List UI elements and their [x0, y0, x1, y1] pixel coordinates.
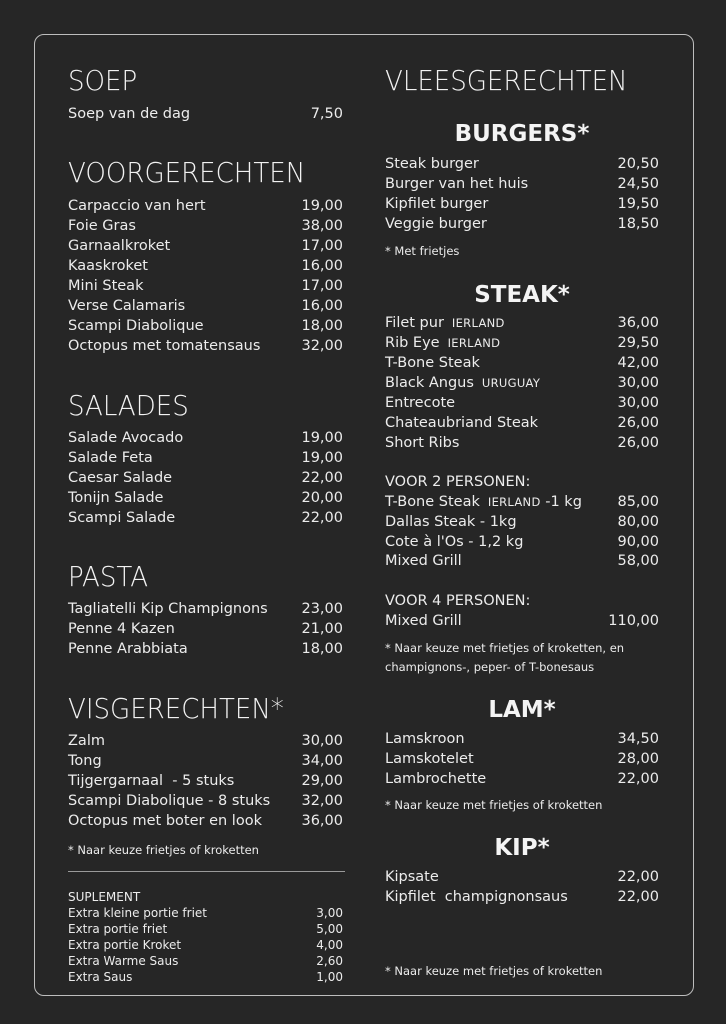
section-heading-pasta: PASTA	[68, 560, 149, 593]
item-price: 34,00	[301, 753, 343, 769]
item-price: 26,00	[617, 415, 659, 431]
item-name: Lamskotelet	[385, 751, 474, 767]
item-price: 36,00	[617, 315, 659, 331]
item-name: Veggie burger	[385, 216, 487, 232]
item-price: 28,00	[617, 751, 659, 767]
menu-item	[385, 313, 659, 333]
item-name: Foie Gras	[68, 218, 136, 234]
menu-item	[68, 296, 343, 316]
menu-item	[68, 751, 343, 771]
menu-item	[68, 448, 343, 468]
item-name: Filet pur	[385, 315, 444, 331]
item-price: 30,00	[301, 733, 343, 749]
menu-item	[68, 731, 343, 751]
item-name: Mixed Grill	[385, 553, 462, 569]
menu-item	[68, 811, 343, 831]
group-label: VOOR 2 PERSONEN:	[385, 474, 531, 490]
item-name: Burger van het huis	[385, 176, 529, 192]
item-name: Salade Avocado	[68, 430, 184, 446]
item-name: Kaaskroket	[68, 258, 148, 274]
item-name: Scampi Diabolique - 8 stuks	[68, 793, 271, 809]
section-heading-salades: SALADES	[68, 389, 189, 422]
item-name: Scampi Salade	[68, 510, 176, 526]
item-name: T-Bone Steak	[385, 355, 480, 371]
item-name: Carpaccio van hert	[68, 198, 206, 214]
menu-item	[385, 154, 659, 174]
menu-item	[68, 488, 343, 508]
menu-item	[385, 749, 659, 769]
item-origin: URUGUAY	[481, 376, 541, 390]
item-price: 32,00	[301, 338, 343, 354]
item-price: 110,00	[608, 613, 659, 629]
item-name: Mini Steak	[68, 278, 144, 294]
item-price: 7,50	[310, 106, 343, 122]
item-price: 29,00	[301, 773, 343, 789]
menu-item	[68, 256, 343, 276]
item-name: Chateaubriand Steak	[385, 415, 539, 431]
subsection-heading-burgers: BURGERS*	[454, 121, 590, 147]
item-price: 90,00	[617, 534, 659, 550]
section-heading-voorgerechten: VOORGERECHTEN	[68, 156, 306, 189]
menu-item	[385, 512, 659, 532]
item-origin: IERLAND	[447, 336, 501, 350]
item-name: Penne 4 Kazen	[68, 621, 175, 637]
item-price: 17,00	[301, 278, 343, 294]
menu-item	[68, 336, 343, 356]
item-price: 18,00	[301, 318, 343, 334]
item-suffix: -1 kg	[545, 494, 582, 510]
item-price: 22,00	[301, 510, 343, 526]
item-price: 18,00	[301, 641, 343, 657]
item-name: Mixed Grill	[385, 613, 462, 629]
item-price: 22,00	[301, 470, 343, 486]
item-name: Dallas Steak - 1kg	[385, 514, 517, 530]
section-divider	[68, 871, 345, 872]
menu-item	[68, 619, 343, 639]
item-price: 80,00	[617, 514, 659, 530]
section-heading-vleesgerechten: VLEESGERECHTEN	[385, 64, 628, 97]
menu-item	[68, 316, 343, 336]
item-origin: IERLAND	[487, 495, 541, 509]
voor-4-personen-label	[385, 591, 659, 611]
section-heading-soep: SOEP	[68, 64, 138, 97]
menu-item	[385, 393, 659, 413]
menu-item	[385, 769, 659, 789]
item-price: 19,50	[617, 196, 659, 212]
suplement-item	[68, 905, 343, 921]
item-name: Rib Eye	[385, 335, 440, 351]
item-name: Tong	[68, 753, 102, 769]
section-heading-visgerechten: VISGERECHTEN*	[68, 692, 284, 725]
item-name: Kipsate	[385, 869, 439, 885]
menu-item	[385, 413, 659, 433]
menu-item	[68, 508, 343, 528]
item-price: 17,00	[301, 238, 343, 254]
menu-item	[385, 333, 659, 353]
menu-item	[68, 791, 343, 811]
item-price: 20,00	[301, 490, 343, 506]
item-name: Penne Arabbiata	[68, 641, 188, 657]
menu-item	[385, 214, 659, 234]
item-price: 32,00	[301, 793, 343, 809]
menu-item	[385, 353, 659, 373]
item-price: 19,00	[301, 450, 343, 466]
menu-item	[385, 887, 659, 907]
item-price: 16,00	[301, 258, 343, 274]
item-name: Caesar Salade	[68, 470, 173, 486]
item-name: Extra portie Kroket	[68, 938, 182, 952]
item-price: 58,00	[617, 553, 659, 569]
footnote-lam: * Naar keuze met frietjes of kroketten	[385, 798, 603, 812]
menu-item	[385, 611, 659, 631]
item-name: T-Bone Steak	[385, 494, 480, 510]
item-price: 23,00	[301, 601, 343, 617]
item-name: Salade Feta	[68, 450, 153, 466]
item-price: 36,00	[301, 813, 343, 829]
menu-item	[68, 771, 343, 791]
item-price: 3,00	[316, 906, 343, 920]
menu-item	[68, 428, 343, 448]
footnote-steak-line2: champignons-, peper- of T-bonesaus	[385, 660, 595, 674]
menu-item	[68, 216, 343, 236]
suplement-item	[68, 953, 343, 969]
item-name: Lambrochette	[385, 771, 487, 787]
item-name: Kipfilet champignonsaus	[385, 889, 568, 905]
item-price: 19,00	[301, 198, 343, 214]
group-label: VOOR 4 PERSONEN:	[385, 593, 531, 609]
item-price: 42,00	[617, 355, 659, 371]
menu-item	[385, 532, 659, 552]
item-name: Steak burger	[385, 156, 479, 172]
footnote-burgers: * Met frietjes	[385, 244, 460, 258]
item-price: 18,50	[617, 216, 659, 232]
footnote-steak-line1: * Naar keuze met frietjes of kroketten, en	[385, 641, 625, 655]
suplement-heading	[68, 889, 343, 905]
item-price: 85,00	[617, 494, 659, 510]
suplement-item	[68, 921, 343, 937]
menu-item	[68, 639, 343, 659]
item-name: Extra Warme Saus	[68, 954, 179, 968]
item-name: Extra Saus	[68, 970, 133, 984]
item-name: Zalm	[68, 733, 105, 749]
suplement-item	[68, 969, 343, 985]
item-name: Kipfilet burger	[385, 196, 489, 212]
item-price: 22,00	[617, 869, 659, 885]
menu-item	[68, 276, 343, 296]
menu-item	[385, 433, 659, 453]
item-price: 16,00	[301, 298, 343, 314]
menu-item	[68, 468, 343, 488]
item-origin: IERLAND	[451, 316, 505, 330]
menu-item	[385, 729, 659, 749]
footnote-kip: * Naar keuze met frietjes of kroketten	[385, 964, 603, 978]
item-price: 4,00	[316, 938, 343, 952]
item-price: 24,50	[617, 176, 659, 192]
item-name: Octopus met boter en look	[68, 813, 262, 829]
menu-item	[385, 867, 659, 887]
item-price: 34,50	[617, 731, 659, 747]
item-price: 2,60	[316, 954, 343, 968]
item-name: Garnaalkroket	[68, 238, 171, 254]
item-price: 29,50	[617, 335, 659, 351]
item-price: 1,00	[316, 970, 343, 984]
item-price: 21,00	[301, 621, 343, 637]
item-price: 30,00	[617, 395, 659, 411]
menu-item	[68, 104, 343, 124]
item-name: Octopus met tomatensaus	[68, 338, 261, 354]
item-name: Tagliatelli Kip Champignons	[68, 601, 268, 617]
item-name: Black Angus	[385, 375, 474, 391]
menu-item	[68, 236, 343, 256]
item-name: Cote à l'Os - 1,2 kg	[385, 534, 524, 550]
item-price: 38,00	[301, 218, 343, 234]
item-price: 22,00	[617, 889, 659, 905]
voor-2-personen-label	[385, 472, 659, 492]
item-price: 30,00	[617, 375, 659, 391]
item-name: Scampi Diabolique	[68, 318, 204, 334]
menu-item	[68, 599, 343, 619]
menu-item	[385, 551, 659, 571]
item-name: Lamskroon	[385, 731, 465, 747]
item-name: Soep van de dag	[68, 106, 191, 122]
item-name: Extra kleine portie friet	[68, 906, 208, 920]
menu-item	[385, 373, 659, 393]
menu-item	[385, 174, 659, 194]
subsection-heading-kip: KIP*	[494, 835, 550, 861]
item-price: 22,00	[617, 771, 659, 787]
subsection-heading-lam: LAM*	[488, 697, 556, 723]
item-name: Extra portie friet	[68, 922, 168, 936]
footnote-visgerechten: * Naar keuze frietjes of kroketten	[68, 843, 259, 857]
menu-item	[385, 492, 659, 512]
suplement-title: SUPLEMENT	[68, 890, 141, 904]
menu-item	[385, 194, 659, 214]
item-name: Verse Calamaris	[68, 298, 186, 314]
item-price: 19,00	[301, 430, 343, 446]
suplement-item	[68, 937, 343, 953]
item-price: 5,00	[316, 922, 343, 936]
subsection-heading-steak: STEAK*	[474, 282, 570, 308]
item-name: Tonijn Salade	[68, 490, 164, 506]
item-name: Short Ribs	[385, 435, 460, 451]
item-name: Tijgergarnaal - 5 stuks	[68, 773, 235, 789]
item-price: 26,00	[617, 435, 659, 451]
item-name: Entrecote	[385, 395, 456, 411]
item-price: 20,50	[617, 156, 659, 172]
menu-item	[68, 196, 343, 216]
